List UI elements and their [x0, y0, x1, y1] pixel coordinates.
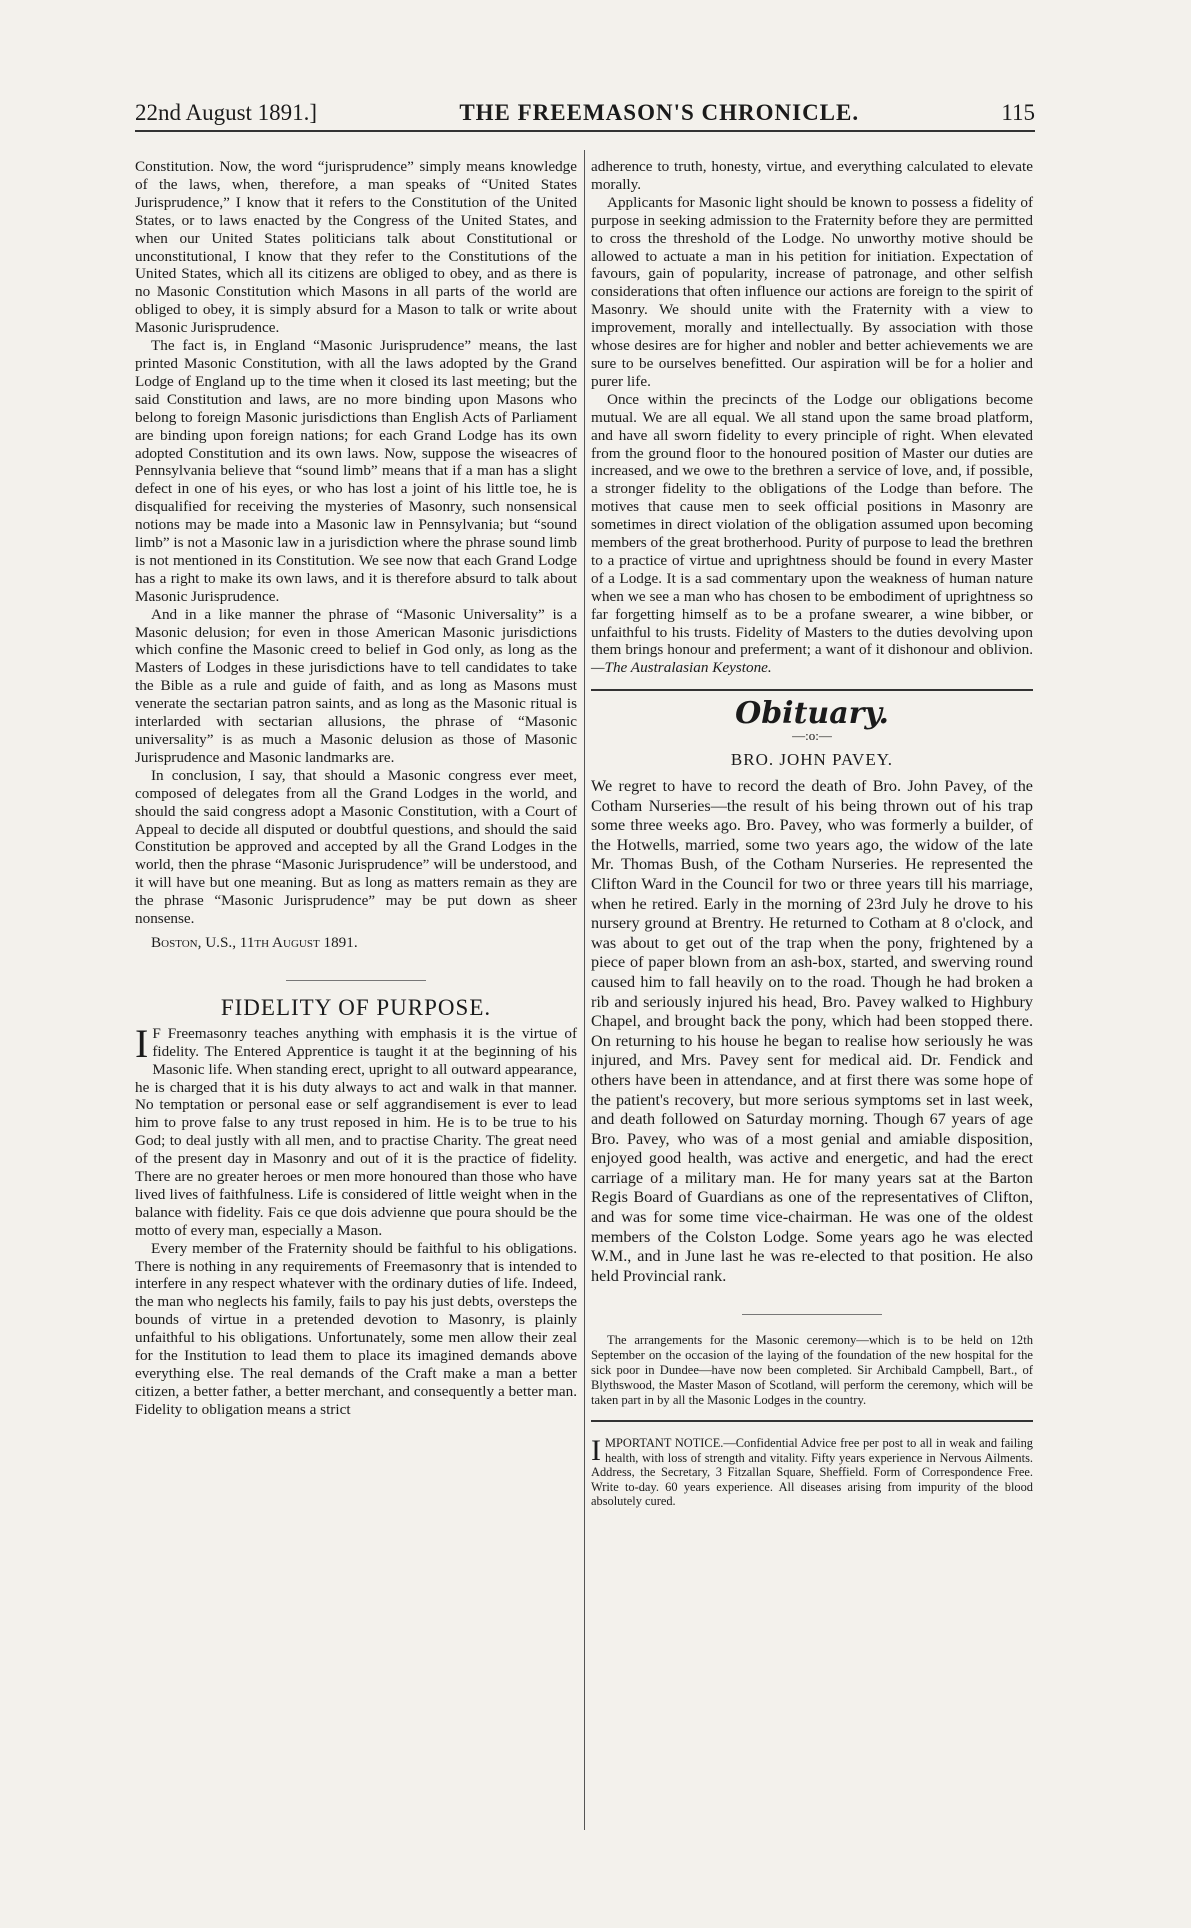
article-paragraph: Constitution. Now, the word “jurisprudence” simply means knowledge of the laws, when, therefore, a man speaks of “United States Jurisprudence,” I know that it refers to the Constitution of the United States, or to laws enacted by the Congress of the United States, and when our United States politicians talk about Constitutional or unconstitutional, I know that they refer to the Constitutions of the United States, which all its citizens are obliged to obey, and as there is no Masonic Constitution which Masons in all parts of the world are obliged to obey, it is simply absurd for a Mason to talk or write about Masonic Jurisprudence. — [135, 158, 577, 337]
ornament: —:o:— — [792, 728, 832, 744]
section-divider — [742, 1314, 882, 1315]
header-date: 22nd August 1891.] — [135, 100, 318, 125]
drop-cap: I — [135, 1020, 149, 1066]
advertisement-notice — [591, 1436, 1033, 1508]
news-item: The arrangements for the Masonic ceremony—which is to be held on 12th September on the occasion of the laying of the foundation of the new hospital for the sick poor in Dundee—have now been completed. Sir Archibald Campbell, Bart., of Blythswood, the Master Mason of Scotland, will perform the ceremony, which will be taken part in by all the Masonic Lodges in the country. — [591, 1333, 1033, 1408]
page-number: 115 — [1001, 100, 1035, 125]
fidelity-title: FIDELITY OF PURPOSE. — [220, 994, 492, 1020]
article-paragraph: In conclusion, I say, that should a Masonic congress ever meet, composed of delegates from all the Grand Lodges in the world, and should the said congress adopt a Masonic Constitution, with a Court of Appeal to decide all disputed or doubtful questions, and should the said Constitution be approved and accepted by all the Grand Lodges in the world, then the phrase “Masonic Jurisprudence” will be understood, and it will have but one meaning. But as long as matters remain as they are the phrase “Masonic Jurisprudence” may be put down as sheer nonsense. — [135, 766, 577, 928]
article-paragraph: And in a like manner the phrase of “Masonic Universality” is a Masonic delusion; for even in those American Masonic jurisdictions which confine the Masonic creed to belief in God only, as long as the Masters of Lodges in these jurisdictions have to tell candidates to take the Bible as a rule and guide of faith, and as long as Masons must venerate the sectarian patron saints, and as long as the Masonic ritual is interlarded with sectarian allusions, the phrase of “Masonic universality” is as much a Masonic delusion as those of Masonic Jurisprudence and Masonic landmarks are. — [135, 605, 577, 766]
column-rule — [584, 150, 585, 1830]
left-column — [135, 158, 577, 1419]
article-source: —The Australasian Keystone. — [591, 659, 772, 677]
section-divider — [591, 1420, 1033, 1422]
fidelity-paragraph — [591, 391, 1033, 678]
fidelity-paragraph: Applicants for Masonic light should be known to possess a fidelity of purpose in seeking admission to the Fraternity before they are permitted to cross the threshold of the Lodge. No unworthy motive should be allowed to actuate a man in his petition for initiation. Expectation of favours, gain of popularity, increase of patronage, and other selfish considerations that often influence our actions are foreign to the spirit of Masonry. We should unite with the Fraternity with a view to improvement, morally and intellectually. By association with those whose desires are for higher and nobler and better achievements we are sure to be ourselves benefitted. Our aspiration will be for a holier and purer life. — [591, 193, 1033, 390]
fidelity-paragraph — [135, 1020, 577, 1240]
obituary-text: We regret to have to record the death of Bro. John Pavey, of the Cotham Nurseries—the result of his being thrown out of his trap some three weeks ago. Bro. Pavey, who was formerly a builder, of the Hotwells, married, some two years ago, the widow of the late Mr. Thomas Bush, of the Cotham Nurseries. He represented the Clifton Ward in the Council for two or three years till his marriage, when he retired. Early in the morning of 23rd July he drove to his nursery ground at Brentry. He returned to Cotham at 8 o'clock, and was about to get out of the trap when the pony, frightened by a piece of paper blown from an ash-box, started, and swerving round caused him to fall heavily on to the road. Though he had broken a rib and seriously injured his head, Bro. Pavey walked to Highbury Chapel, and brought back the pony, which had been stopped there. On returning to his house he began to realise how seriously he was injured, and Mrs. Pavey sent for medical aid. Dr. Fendick and others have been in attendance, and at first there was some hope of the patient's recovery, but more serious symptoms set in last week, and death followed on Saturday morning. Though 67 years of age Bro. Pavey, who was of a most genial and amiable disposition, enjoyed good health, was active and energetic, and had the erect carriage of a military man. He for many years sat at the Barton Regis Board of Guardians as one of the representatives of Clifton, and was for some time vice-chairman. He was one of the oldest members of the Colston Lodge. Some years ago he was elected W.M., and in June last he was re-elected to that position. He also held Provincial rank. — [591, 777, 1033, 1285]
header-title: THE FREEMASON'S CHRONICLE. — [459, 100, 860, 125]
drop-cap: I — [591, 1434, 601, 1468]
fidelity-continued: adherence to truth, honesty, virtue, and everything calculated to elevate morally. — [591, 158, 1033, 193]
fidelity-text: F Freemasonry teaches anything with emphasis it is the virtue of fidelity. The Entered Apprentice is taught it at the beginning of his Masonic life. When standing erect, upright to all outward appearance, he is charged that it is his duty always to act and walk in that manner. No temptation or personal ease or self aggrandisement is ever to lead him to prove false to any trust reposed in him. He is to be true to his God; to deal justly with all men, and to practise Charity. The great need of the present day in Masonry and out of it is the practice of fidelity. There are no greater heroes or men more honoured than those who have lived lives of faithfulness. Life is considered of little weight when in the balance with fidelity. Fais ce que dois advienne que poura should be the motto of every man, especially a Mason. — [135, 1024, 577, 1239]
fidelity-text: Once within the precincts of the Lodge our obligations become mutual. We are all equal. We all stand upon the same broad platform, and have all sworn fidelity to every principle of right. When elevated from the ground floor to the honoured position of Master our duties are increased, and we owe to the brethren a service of love, and, if possible, a stronger fidelity to the obligations of the Lodge than before. The motives that cause men to seek official positions in Masonry are sometimes in direct violation of the obligation assumed upon becoming members of the great brotherhood. Purity of purpose to lead the brethren to a practice of virtue and uprightness should be found in every Master of a Lodge. It is a sad commentary upon the weakness of human nature when we see a man who has chosen to be embodiment of uprightness so far forgetting himself as to be a profane swearer, a wine bibber, or unfaithful to his trusts. Fidelity of Masters to the duties devolving upon them brings honour and preferment; a want of it dishonour and oblivion. — [591, 390, 1033, 659]
article-dateline: Boston, U.S., 11th August 1891. — [151, 933, 358, 951]
section-divider — [286, 980, 426, 981]
article-paragraph: The fact is, in England “Masonic Jurisprudence” means, the last printed Masonic Constitution, with all the laws adopted by the Grand Lodge of England up to the time when it closed its last meeting; but the said Constitution and laws, are no more binding upon Masons who belong to foreign Masonic jurisdictions than English Acts of Parliament are binding upon foreign nations; for each Grand Lodge has its own adopted Constitution and its own laws. Now, suppose the wiseacres of Pennsylvania believe that “sound limb” means that if a man has a slight defect in one of his eyes, or who has lost a joint of his little toe, he is disqualified for receiving the mysteries of Masonry, such nonsensical notions may be made into a Masonic law in Pennsylvania; but “sound limb” is not a Masonic law in a jurisdiction where the phrase sound limb is not mentioned in its Constitution. We see now that each Grand Lodge has a right to make its own laws, and it is therefore absurd to talk about Masonic Jurisprudence. — [135, 337, 577, 605]
obituary-heading: Obituary. — [735, 696, 889, 732]
page-header — [135, 100, 1035, 132]
obituary-name: BRO. JOHN PAVEY. — [730, 750, 894, 770]
fidelity-paragraph: Every member of the Fraternity should be faithful to his obligations. There is nothing in any requirements of Freemasonry that is intended to interfere in any respect whatever with the ordinary duties of life. Indeed, the man who neglects his family, fails to pay his just debts, oversteps the bounds of virtue in a pretended devotion to Masonry, is plainly unfaithful to his obligations. Unfortunately, some men allow their zeal for the Institution to lead them to place its imagined demands above everything else. The real demands of the Craft make a man a better citizen, a better father, a better merchant, and consequently a better man. Fidelity to obligation means a strict — [135, 1239, 577, 1418]
notice-text: MPORTANT NOTICE.—Confidential Advice free per post to all in weak and failing health, with loss of strength and vitality. Fifty years experience in Nervous Ailments. Address, the Secretary, 3 Fitzallan Square, Sheffield. Form of Correspondence Free. Write to-day. 60 years experience. All diseases arising from impurity of the blood absolutely cured. — [591, 1436, 1033, 1509]
section-divider — [591, 689, 1033, 691]
right-column — [591, 158, 1033, 1508]
